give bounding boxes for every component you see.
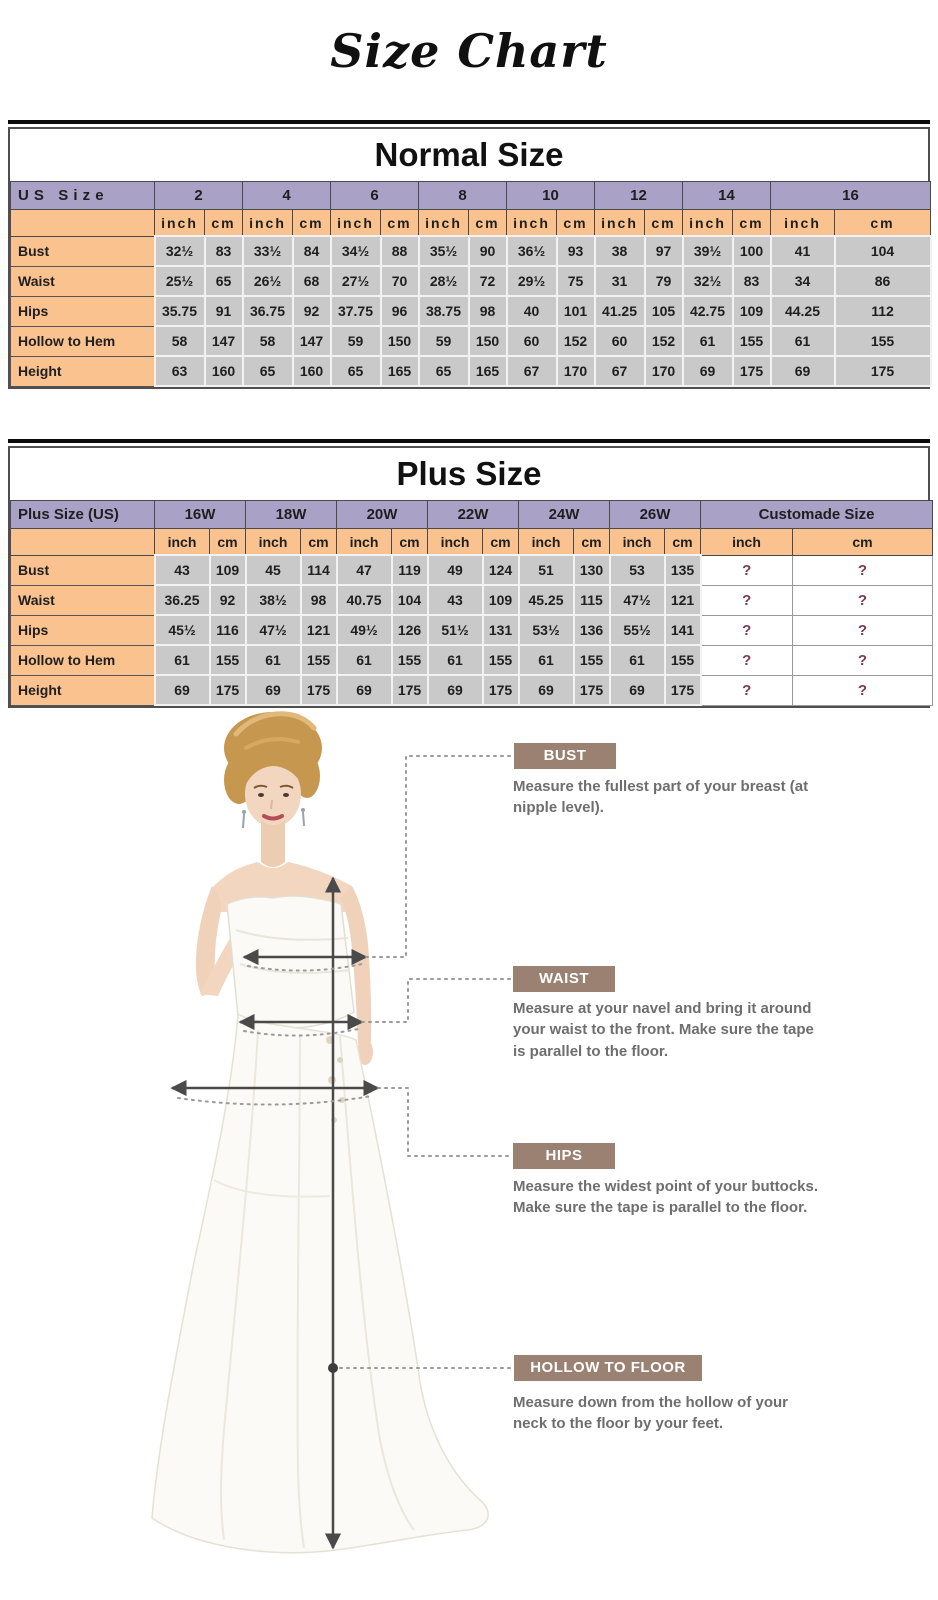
size-value-cell: 43 xyxy=(155,555,210,585)
unit-inch-label: inch xyxy=(243,210,293,237)
hollow-to-floor-description: Measure down from the hollow of your neck to the floor by your feet. xyxy=(513,1394,789,1433)
size-value-cell: 170 xyxy=(557,356,595,386)
unit-inch-label: inch xyxy=(331,210,381,237)
measurement-row-label: Hips xyxy=(11,615,155,645)
size-value-cell: 40.75 xyxy=(337,585,392,615)
size-value-cell: ? xyxy=(793,645,933,675)
unit-cm-label: cm xyxy=(665,529,701,556)
size-value-cell: 59 xyxy=(419,326,469,356)
hollow-point-marker xyxy=(328,1363,338,1373)
size-value-cell: 150 xyxy=(469,326,507,356)
size-value-cell: ? xyxy=(793,615,933,645)
unit-inch-label: inch xyxy=(507,210,557,237)
size-column-header: 10 xyxy=(507,182,595,210)
size-value-cell: 59 xyxy=(331,326,381,356)
size-column-header: Customade Size xyxy=(701,501,933,529)
plus-size-section xyxy=(8,439,930,708)
size-value-cell: 65 xyxy=(419,356,469,386)
size-value-cell: 69 xyxy=(610,675,665,705)
size-value-cell: 36.75 xyxy=(243,296,293,326)
size-value-cell: 65 xyxy=(205,266,243,296)
size-value-cell: 152 xyxy=(645,326,683,356)
size-value-cell: 147 xyxy=(293,326,331,356)
measurement-diagram xyxy=(0,700,938,1600)
size-value-cell: 79 xyxy=(645,266,683,296)
size-value-cell: 155 xyxy=(301,645,337,675)
units-row-spacer xyxy=(11,210,155,237)
hollow-to-floor-badge: HOLLOW TO FLOOR xyxy=(514,1355,702,1381)
size-value-cell: 47½ xyxy=(246,615,301,645)
size-value-cell: 131 xyxy=(483,615,519,645)
unit-inch-label: inch xyxy=(419,210,469,237)
bust-badge: BUST xyxy=(514,743,616,769)
section-divider-line xyxy=(8,439,930,443)
size-value-cell: 69 xyxy=(428,675,483,705)
size-value-cell: 109 xyxy=(210,555,246,585)
unit-cm-label: cm xyxy=(293,210,331,237)
size-value-cell: 126 xyxy=(392,615,428,645)
size-value-cell: 175 xyxy=(483,675,519,705)
size-value-cell: 69 xyxy=(337,675,392,705)
hips-connector xyxy=(378,1088,513,1156)
size-column-header: 12 xyxy=(595,182,683,210)
size-value-cell: 27½ xyxy=(331,266,381,296)
unit-cm-label: cm xyxy=(205,210,243,237)
size-value-cell: 61 xyxy=(337,645,392,675)
size-value-cell: 69 xyxy=(155,675,210,705)
measurement-row-label: Height xyxy=(11,675,155,705)
size-value-cell: 45 xyxy=(246,555,301,585)
size-value-cell: 175 xyxy=(392,675,428,705)
table-corner-label: US Size xyxy=(11,182,155,210)
normal-size-table-box xyxy=(8,127,930,389)
size-value-cell: 175 xyxy=(210,675,246,705)
measurement-row-label: Waist xyxy=(11,585,155,615)
size-value-cell: 58 xyxy=(243,326,293,356)
size-value-cell: 26½ xyxy=(243,266,293,296)
size-value-cell: 69 xyxy=(246,675,301,705)
size-column-header: 16 xyxy=(771,182,931,210)
size-value-cell: 93 xyxy=(557,236,595,266)
size-value-cell: 130 xyxy=(574,555,610,585)
measurement-row-label: Waist xyxy=(11,266,155,296)
size-value-cell: 55½ xyxy=(610,615,665,645)
size-value-cell: ? xyxy=(793,555,933,585)
size-column-header: 8 xyxy=(419,182,507,210)
model-illustration xyxy=(152,712,488,1553)
size-value-cell: 31 xyxy=(595,266,645,296)
table-corner-label: Plus Size (US) xyxy=(11,501,155,529)
unit-inch-label: inch xyxy=(337,529,392,556)
size-column-header: 22W xyxy=(428,501,519,529)
size-value-cell: 45½ xyxy=(155,615,210,645)
unit-cm-label: cm xyxy=(733,210,771,237)
unit-inch-label: inch xyxy=(595,210,645,237)
size-value-cell: 51½ xyxy=(428,615,483,645)
waist-description: Measure at your navel and bring it around your waist to the front. Make sure the tape is parallel to the floor. xyxy=(513,1000,814,1060)
size-value-cell: 155 xyxy=(665,645,701,675)
size-value-cell: 63 xyxy=(155,356,205,386)
size-value-cell: 96 xyxy=(381,296,419,326)
size-value-cell: ? xyxy=(701,555,793,585)
size-column-header: 2 xyxy=(155,182,243,210)
unit-inch-label: inch xyxy=(701,529,793,556)
size-value-cell: 109 xyxy=(483,585,519,615)
size-value-cell: 69 xyxy=(683,356,733,386)
size-value-cell: 141 xyxy=(665,615,701,645)
size-value-cell: 34½ xyxy=(331,236,381,266)
size-value-cell: 121 xyxy=(665,585,701,615)
unit-cm-label: cm xyxy=(557,210,595,237)
size-value-cell: 97 xyxy=(645,236,683,266)
hips-description: Measure the widest point of your buttocks. Make sure the tape is parallel to the floor. xyxy=(513,1178,819,1217)
plus-size-title: Plus Size xyxy=(396,455,542,492)
size-value-cell: 61 xyxy=(683,326,733,356)
size-value-cell: 175 xyxy=(665,675,701,705)
size-value-cell: 160 xyxy=(205,356,243,386)
unit-cm-label: cm xyxy=(574,529,610,556)
size-value-cell: 65 xyxy=(331,356,381,386)
size-value-cell: 124 xyxy=(483,555,519,585)
size-value-cell: 51 xyxy=(519,555,574,585)
size-value-cell: 70 xyxy=(381,266,419,296)
size-value-cell: 98 xyxy=(301,585,337,615)
size-value-cell: 42.75 xyxy=(683,296,733,326)
size-value-cell: 109 xyxy=(733,296,771,326)
size-value-cell: ? xyxy=(701,645,793,675)
unit-inch-label: inch xyxy=(683,210,733,237)
size-value-cell: 92 xyxy=(210,585,246,615)
size-value-cell: 61 xyxy=(771,326,835,356)
size-value-cell: ? xyxy=(701,585,793,615)
size-value-cell: 69 xyxy=(519,675,574,705)
size-value-cell: 116 xyxy=(210,615,246,645)
unit-inch-label: inch xyxy=(771,210,835,237)
normal-size-section xyxy=(8,120,930,389)
size-value-cell: 160 xyxy=(293,356,331,386)
size-value-cell: 32½ xyxy=(155,236,205,266)
size-value-cell: 45.25 xyxy=(519,585,574,615)
size-value-cell: 119 xyxy=(392,555,428,585)
size-value-cell: 98 xyxy=(469,296,507,326)
size-value-cell: 155 xyxy=(392,645,428,675)
size-value-cell: 91 xyxy=(205,296,243,326)
size-value-cell: 101 xyxy=(557,296,595,326)
size-value-cell: 67 xyxy=(507,356,557,386)
size-value-cell: 155 xyxy=(835,326,931,356)
size-value-cell: 88 xyxy=(381,236,419,266)
size-value-cell: 86 xyxy=(835,266,931,296)
size-value-cell: 25½ xyxy=(155,266,205,296)
size-value-cell: ? xyxy=(701,615,793,645)
size-value-cell: 114 xyxy=(301,555,337,585)
size-value-cell: 112 xyxy=(835,296,931,326)
size-value-cell: 47 xyxy=(337,555,392,585)
size-value-cell: 72 xyxy=(469,266,507,296)
size-value-cell: 58 xyxy=(155,326,205,356)
size-value-cell: 121 xyxy=(301,615,337,645)
plus-size-table-box xyxy=(8,446,930,708)
section-divider-line xyxy=(8,120,930,124)
size-value-cell: 83 xyxy=(205,236,243,266)
size-value-cell: 175 xyxy=(301,675,337,705)
size-value-cell: 44.25 xyxy=(771,296,835,326)
size-value-cell: 40 xyxy=(507,296,557,326)
unit-inch-label: inch xyxy=(246,529,301,556)
size-value-cell: 61 xyxy=(519,645,574,675)
size-value-cell: ? xyxy=(793,675,933,705)
size-value-cell: ? xyxy=(701,675,793,705)
page-title: Size Chart xyxy=(330,24,608,78)
size-value-cell: 68 xyxy=(293,266,331,296)
size-value-cell: 155 xyxy=(574,645,610,675)
unit-cm-label: cm xyxy=(301,529,337,556)
size-value-cell: 152 xyxy=(557,326,595,356)
size-value-cell: 136 xyxy=(574,615,610,645)
size-value-cell: 165 xyxy=(469,356,507,386)
measurement-row-label: Bust xyxy=(11,555,155,585)
size-value-cell: ? xyxy=(793,585,933,615)
units-row-spacer xyxy=(11,529,155,556)
size-value-cell: 155 xyxy=(210,645,246,675)
unit-cm-label: cm xyxy=(483,529,519,556)
size-value-cell: 41 xyxy=(771,236,835,266)
size-column-header: 18W xyxy=(246,501,337,529)
size-column-header: 16W xyxy=(155,501,246,529)
size-value-cell: 175 xyxy=(835,356,931,386)
size-value-cell: 165 xyxy=(381,356,419,386)
size-value-cell: 155 xyxy=(733,326,771,356)
size-value-cell: 147 xyxy=(205,326,243,356)
measurement-row-label: Height xyxy=(11,356,155,386)
size-column-header: 20W xyxy=(337,501,428,529)
unit-inch-label: inch xyxy=(610,529,665,556)
plus-size-table xyxy=(10,500,933,706)
size-value-cell: 29½ xyxy=(507,266,557,296)
waist-connector xyxy=(362,979,513,1022)
size-value-cell: 38.75 xyxy=(419,296,469,326)
size-column-header: 24W xyxy=(519,501,610,529)
size-value-cell: 61 xyxy=(610,645,665,675)
size-value-cell: 53½ xyxy=(519,615,574,645)
bust-connector xyxy=(366,756,513,957)
size-value-cell: 35½ xyxy=(419,236,469,266)
size-value-cell: 36½ xyxy=(507,236,557,266)
size-column-header: 14 xyxy=(683,182,771,210)
size-value-cell: 49½ xyxy=(337,615,392,645)
size-value-cell: 34 xyxy=(771,266,835,296)
size-value-cell: 155 xyxy=(483,645,519,675)
size-value-cell: 61 xyxy=(428,645,483,675)
unit-cm-label: cm xyxy=(645,210,683,237)
size-value-cell: 104 xyxy=(835,236,931,266)
size-value-cell: 43 xyxy=(428,585,483,615)
unit-inch-label: inch xyxy=(519,529,574,556)
size-value-cell: 90 xyxy=(469,236,507,266)
unit-cm-label: cm xyxy=(835,210,931,237)
unit-cm-label: cm xyxy=(392,529,428,556)
size-value-cell: 67 xyxy=(595,356,645,386)
size-value-cell: 37.75 xyxy=(331,296,381,326)
measurement-row-label: Hollow to Hem xyxy=(11,326,155,356)
unit-cm-label: cm xyxy=(469,210,507,237)
size-value-cell: 36.25 xyxy=(155,585,210,615)
size-value-cell: 65 xyxy=(243,356,293,386)
size-column-header: 4 xyxy=(243,182,331,210)
size-value-cell: 105 xyxy=(645,296,683,326)
size-value-cell: 100 xyxy=(733,236,771,266)
size-value-cell: 47½ xyxy=(610,585,665,615)
size-value-cell: 35.75 xyxy=(155,296,205,326)
normal-size-table xyxy=(10,181,932,387)
size-value-cell: 53 xyxy=(610,555,665,585)
unit-cm-label: cm xyxy=(381,210,419,237)
size-value-cell: 92 xyxy=(293,296,331,326)
size-value-cell: 150 xyxy=(381,326,419,356)
size-value-cell: 28½ xyxy=(419,266,469,296)
size-value-cell: 104 xyxy=(392,585,428,615)
unit-inch-label: inch xyxy=(428,529,483,556)
size-value-cell: 38 xyxy=(595,236,645,266)
size-value-cell: 170 xyxy=(645,356,683,386)
size-value-cell: 39½ xyxy=(683,236,733,266)
size-value-cell: 49 xyxy=(428,555,483,585)
unit-inch-label: inch xyxy=(155,529,210,556)
size-value-cell: 38½ xyxy=(246,585,301,615)
size-value-cell: 32½ xyxy=(683,266,733,296)
measurement-row-label: Hips xyxy=(11,296,155,326)
unit-cm-label: cm xyxy=(210,529,246,556)
measurement-row-label: Hollow to Hem xyxy=(11,645,155,675)
size-value-cell: 175 xyxy=(574,675,610,705)
size-column-header: 26W xyxy=(610,501,701,529)
size-value-cell: 60 xyxy=(595,326,645,356)
bust-description: Measure the fullest part of your breast (at nipple level). xyxy=(513,778,809,817)
unit-inch-label: inch xyxy=(155,210,205,237)
size-value-cell: 75 xyxy=(557,266,595,296)
normal-size-title: Normal Size xyxy=(374,136,564,173)
size-value-cell: 41.25 xyxy=(595,296,645,326)
waist-badge: WAIST xyxy=(513,966,615,992)
size-value-cell: 69 xyxy=(771,356,835,386)
size-value-cell: 33½ xyxy=(243,236,293,266)
size-value-cell: 115 xyxy=(574,585,610,615)
unit-cm-label: cm xyxy=(793,529,933,556)
size-value-cell: 61 xyxy=(155,645,210,675)
size-value-cell: 60 xyxy=(507,326,557,356)
size-value-cell: 84 xyxy=(293,236,331,266)
hips-badge: HIPS xyxy=(513,1143,615,1169)
size-value-cell: 135 xyxy=(665,555,701,585)
measurement-row-label: Bust xyxy=(11,236,155,266)
size-value-cell: 175 xyxy=(733,356,771,386)
size-column-header: 6 xyxy=(331,182,419,210)
size-value-cell: 83 xyxy=(733,266,771,296)
size-value-cell: 61 xyxy=(246,645,301,675)
